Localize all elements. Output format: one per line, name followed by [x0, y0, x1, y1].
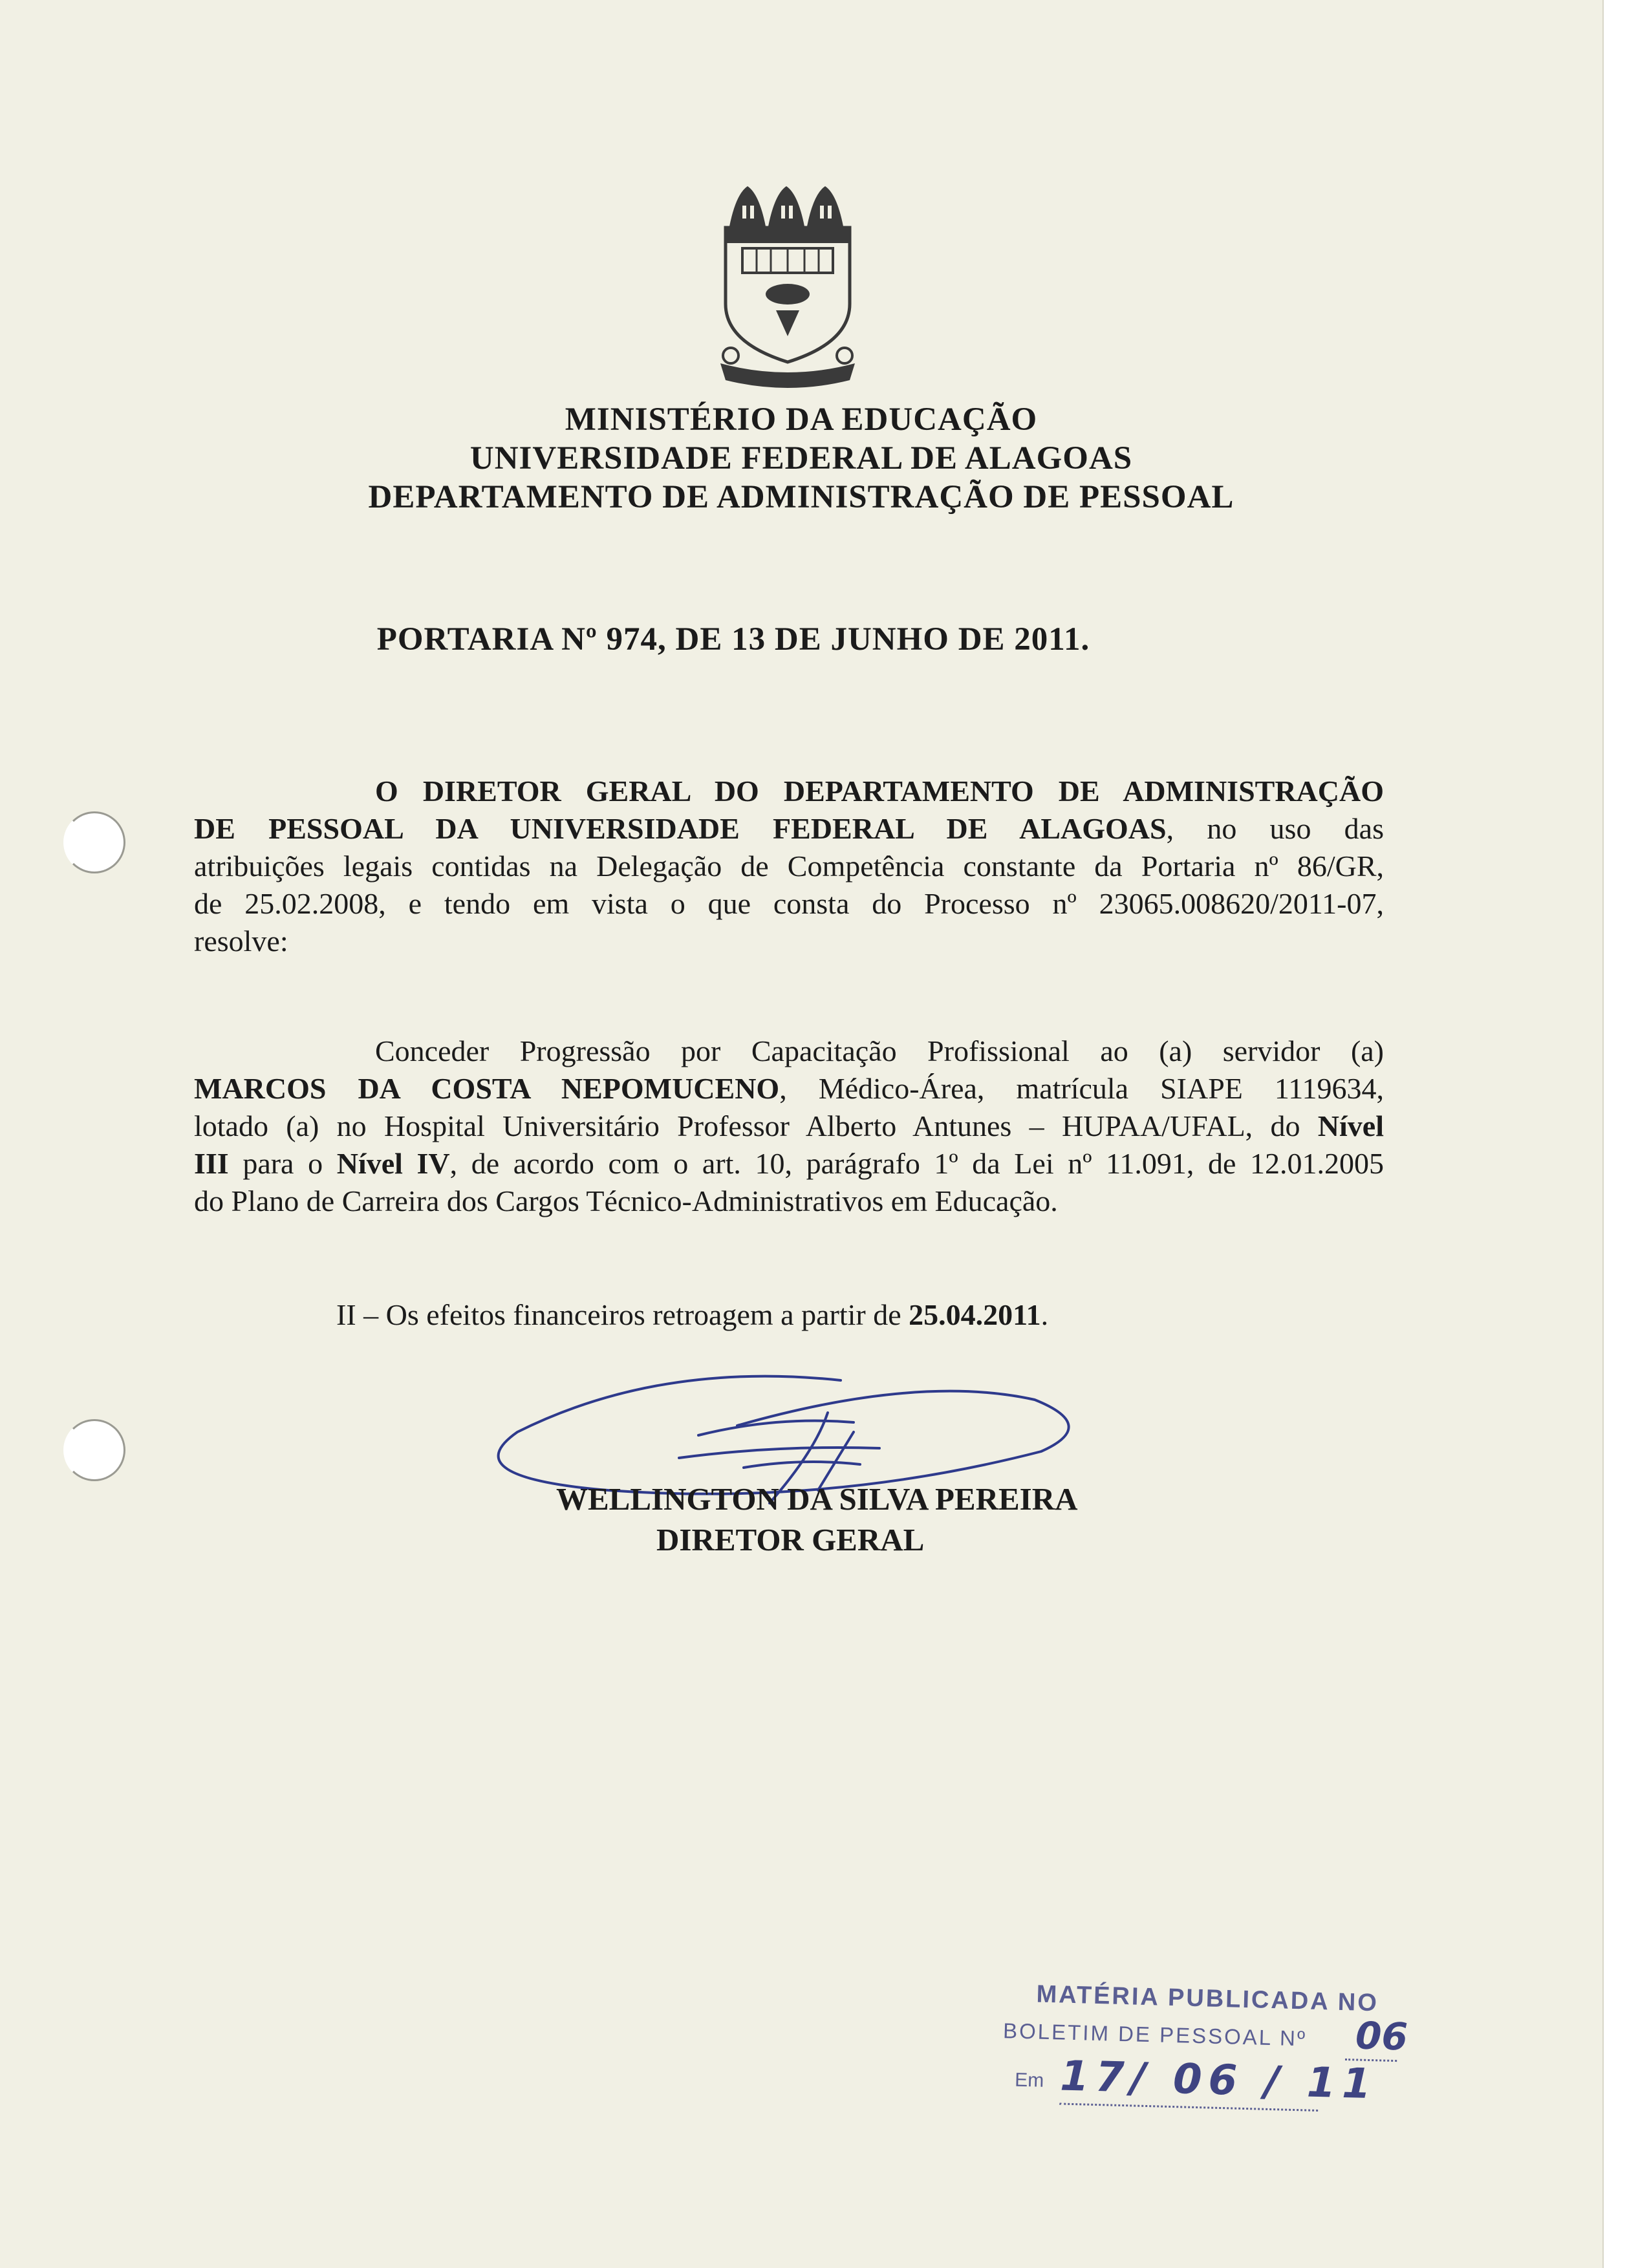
- signatory-title: DIRETOR GERAL: [656, 1522, 925, 1557]
- university-seal-icon: [717, 181, 859, 394]
- article-2-line: II – Os efeitos financeiros retroagem a partir de 25.04.2011.: [336, 1298, 1049, 1331]
- preamble-line-1: O DIRETOR GERAL DO DEPARTAMENTO DE ADMINISTRAÇÃO: [375, 775, 1384, 808]
- article-1-line-4: III para o Nível IV, de acordo com o art. 10, parágrafo 1º da Lei nº 11.091, de 12.01.2005: [194, 1147, 1384, 1180]
- signatory-name: WELLINGTON DA SILVA PEREIRA: [556, 1481, 1078, 1517]
- header-university: UNIVERSIDADE FEDERAL DE ALAGOAS: [469, 440, 1133, 476]
- article-2-paragraph: [194, 1296, 1384, 1334]
- article-1-paragraph: [194, 1032, 1384, 1220]
- preamble-line-5: resolve:: [194, 925, 288, 957]
- scan-edge: [1602, 0, 1649, 2268]
- punch-hole-bottom: [63, 1419, 125, 1481]
- article-1-line-3: lotado (a) no Hospital Universitário Professor Alberto Antunes – HUPAA/UFAL, do Nível: [194, 1109, 1384, 1142]
- stamp-line-2: BOLETIM DE PESSOAL Nº: [1002, 2018, 1308, 2051]
- article-1-line-1: Conceder Progressão por Capacitação Profissional ao (a) servidor (a): [375, 1034, 1384, 1067]
- publication-stamp: [987, 1980, 1408, 2146]
- article-1-line-5: do Plano de Carreira dos Cargos Técnico-Administrativos em Educação.: [194, 1184, 1058, 1217]
- preamble-line-4: de 25.02.2008, e tendo em vista o que consta do Processo nº 23065.008620/2011-07,: [194, 887, 1384, 920]
- portaria-title: PORTARIA Nº 974, DE 13 DE JUNHO DE 2011.: [376, 621, 1090, 658]
- preamble-line-2: DE PESSOAL DA UNIVERSIDADE FEDERAL DE ALAGOAS, no uso das: [194, 812, 1384, 845]
- header-department: DEPARTAMENTO DE ADMINISTRAÇÃO DE PESSOAL: [368, 479, 1234, 515]
- stamp-line-1: MATÉRIA PUBLICADA NO: [1036, 1980, 1379, 2017]
- header-ministry: MINISTÉRIO DA EDUCAÇÃO: [565, 401, 1038, 438]
- stamp-date: 17/ 06 / 11: [1059, 2052, 1378, 2109]
- article-1-line-2: MARCOS DA COSTA NEPOMUCENO, Médico-Área, matrícula SIAPE 1119634,: [194, 1072, 1384, 1105]
- preamble-line-3: atribuições legais contidas na Delegação de Competência constante da Portaria nº 86/GR,: [194, 850, 1384, 883]
- stamp-bulletin-number: 06: [1355, 2013, 1408, 2059]
- stamp-line-3: Em: [1014, 2069, 1044, 2091]
- preamble-paragraph: [194, 773, 1384, 960]
- punch-hole-top: [63, 811, 125, 873]
